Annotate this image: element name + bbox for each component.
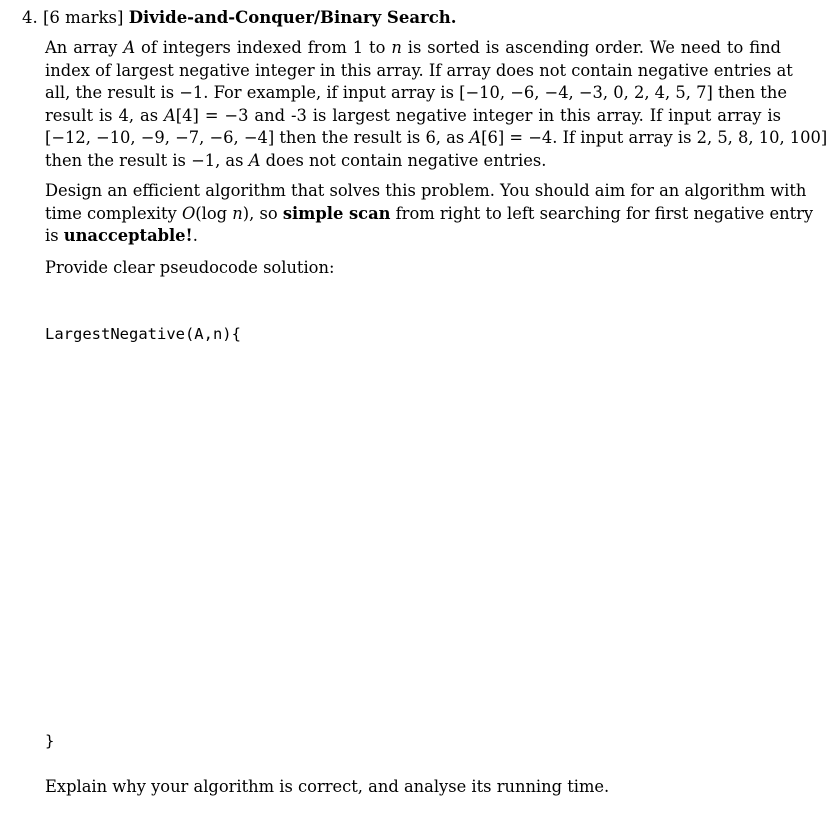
question-title: Divide-and-Conquer/Binary Search. (128, 8, 457, 27)
pseudocode-prompt: Provide clear pseudocode solution: (45, 258, 335, 277)
design-line: time complexity O(log n), so simple scan from right to left searching for first negative entry (45, 203, 814, 223)
pseudocode-close-brace: } (45, 732, 55, 750)
problem-line: [−12, −10, −9, −7, −6, −4] then the result is 6, as A[6] = −4. If input array is 2, 5, 8, 10, 100] (45, 128, 827, 148)
question-number: 4. (22, 8, 38, 27)
problem-line: index of largest negative integer in this array. If array does not contain negative entries at (45, 60, 793, 80)
problem-statement (45, 37, 827, 173)
problem-line: all, the result is −1. For example, if input array is [−10, −6, −4, −3, 0, 2, 4, 5, 7] then the (45, 83, 787, 103)
problem-line: then the result is −1, as A does not contain negative entries. (45, 150, 547, 170)
problem-line: An array A of integers indexed from 1 to n is sorted is ascending order. We need to find (45, 38, 781, 57)
design-line: is unacceptable!. (45, 226, 198, 246)
question-marks: [6 marks] (43, 8, 124, 27)
problem-line: result is 4, as A[4] = −3 and -3 is largest negative integer in this array. If input array is (45, 105, 781, 125)
question-header (22, 6, 457, 30)
pseudocode-header: LargestNegative(A,n){ (45, 325, 241, 343)
design-line: Design an efficient algorithm that solves this problem. You should aim for an algorithm with (45, 181, 807, 200)
explain-prompt: Explain why your algorithm is correct, and analyse its running time. (45, 777, 610, 796)
design-instruction (45, 180, 814, 248)
answer-area[interactable] (45, 350, 781, 730)
